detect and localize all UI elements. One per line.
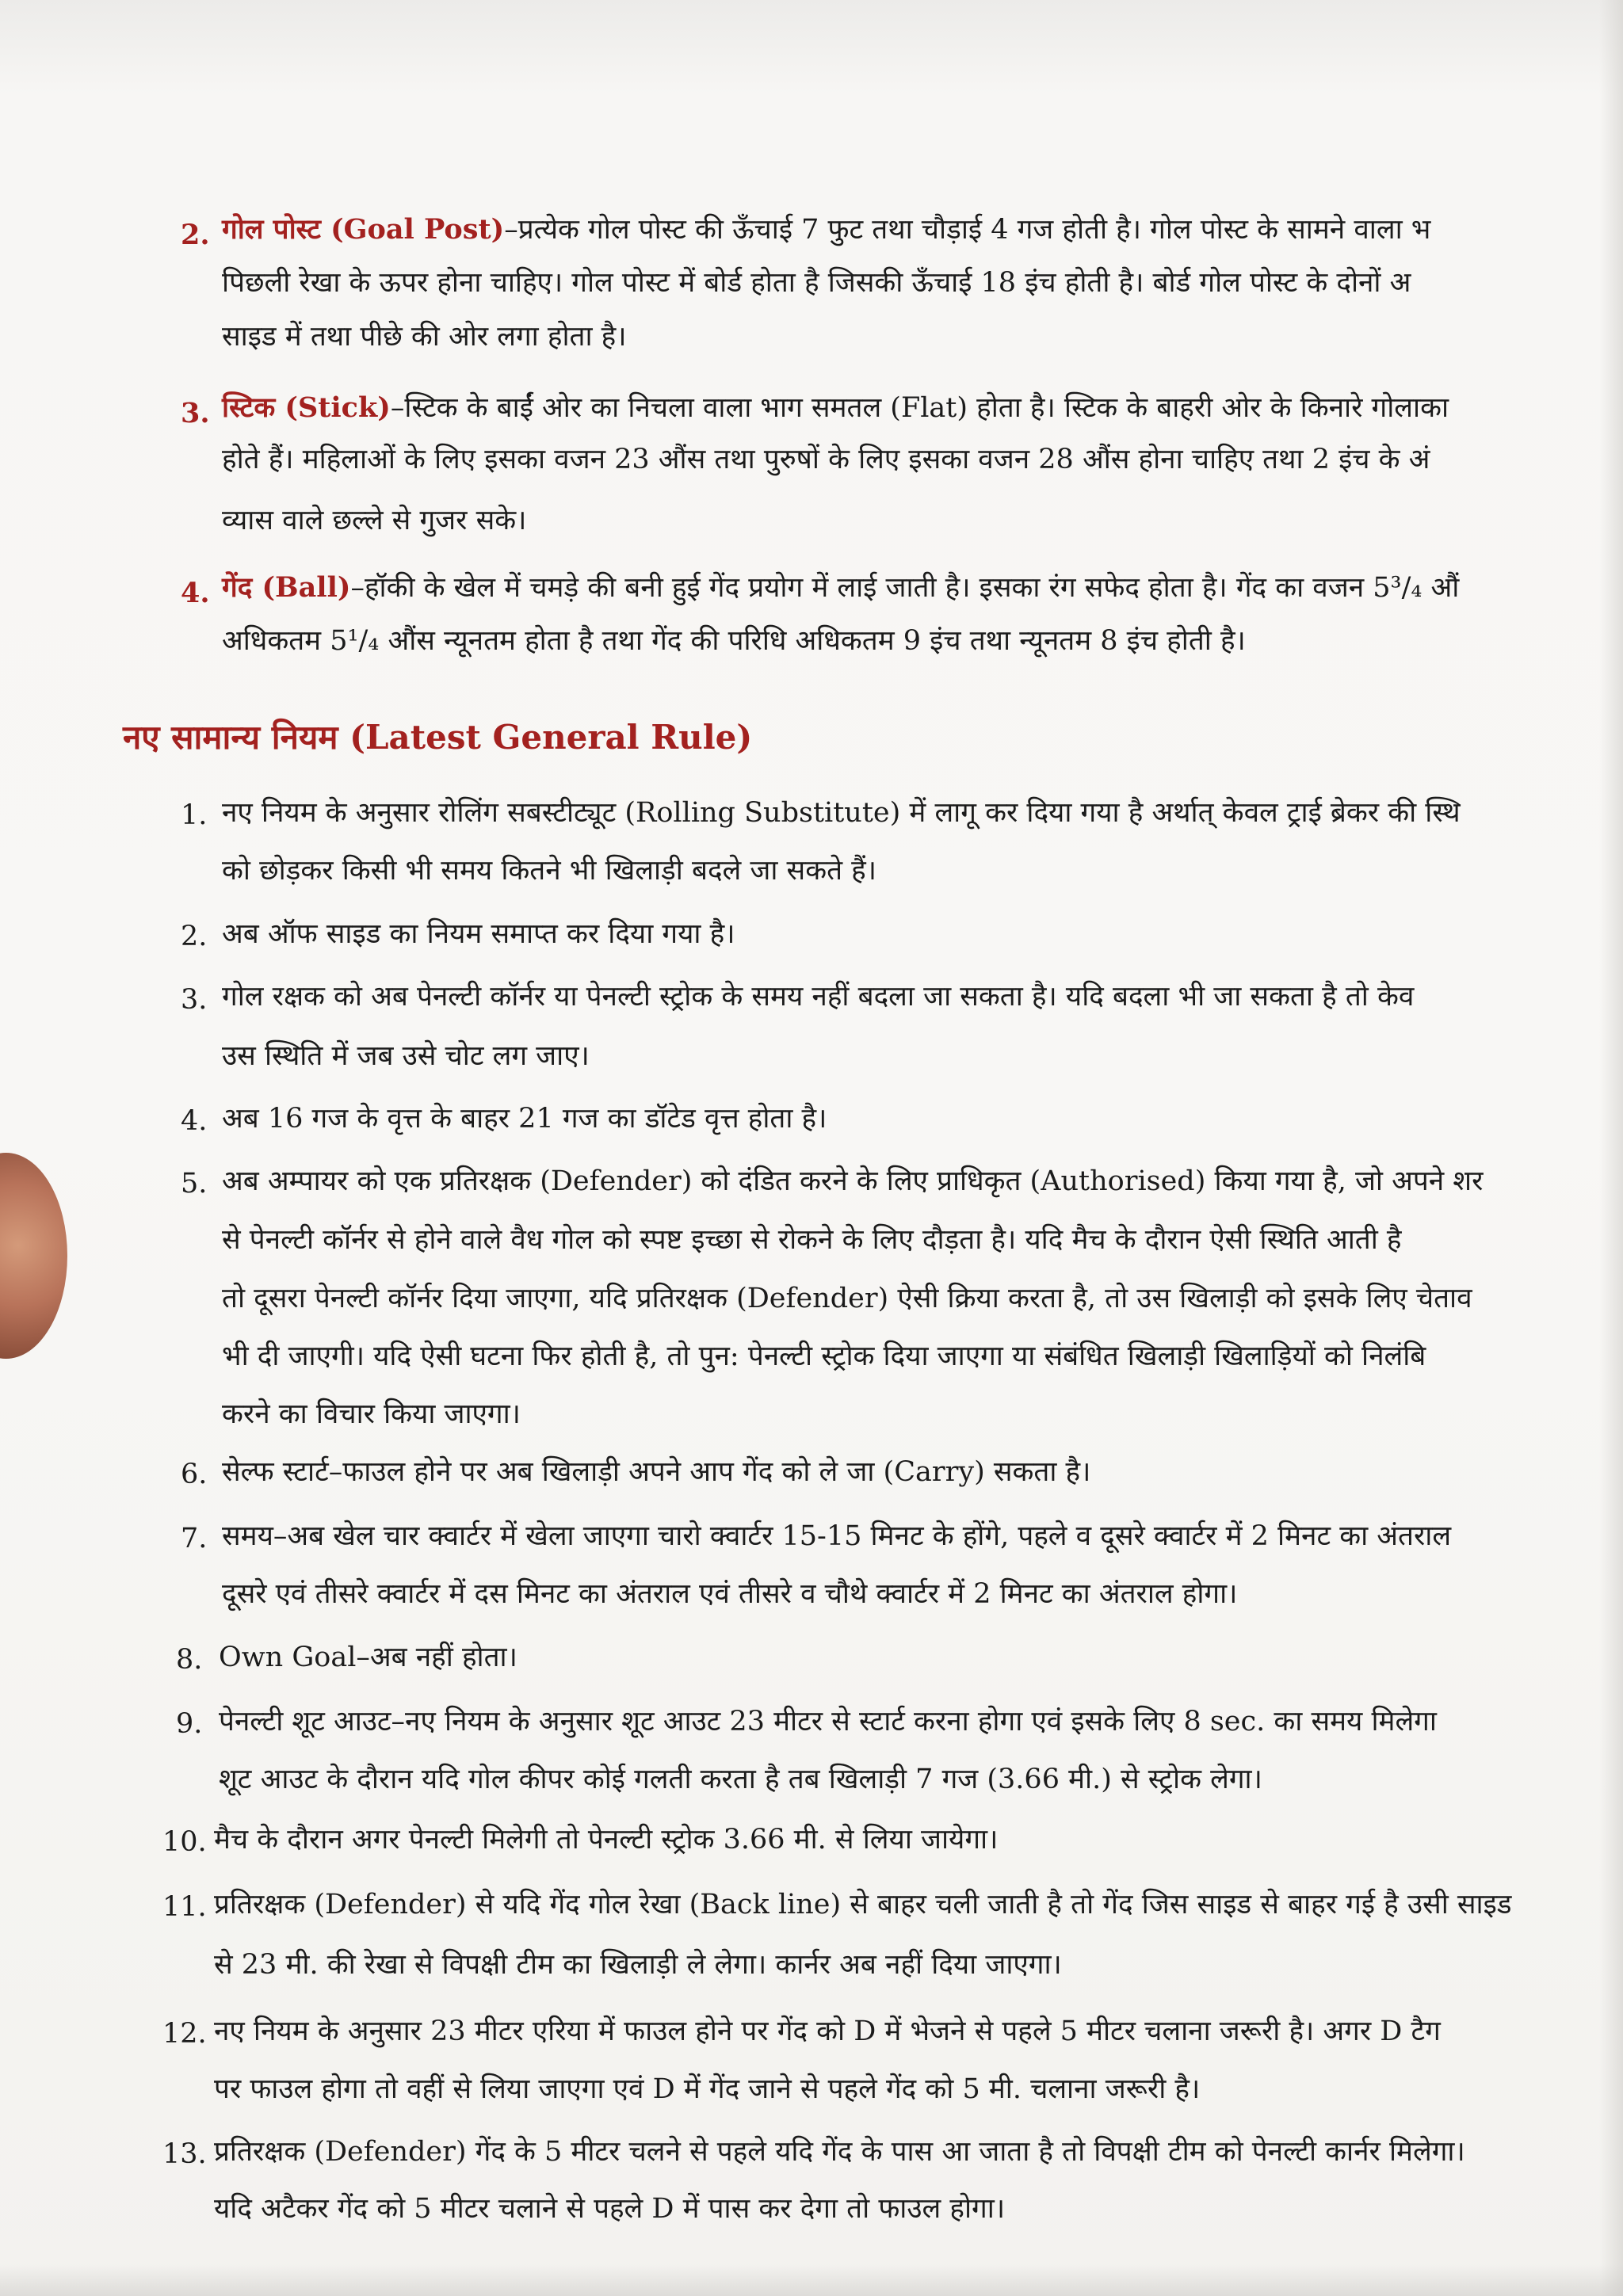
- item-line: पिछली रेखा के ऊपर होना चाहिए। गोल पोस्ट में बोर्ड होता है जिसकी ऊँचाई 18 इंच होती है। बोर्ड गोल पोस्ट के दोनों अ: [222, 267, 1411, 299]
- rule-line: नए नियम के अनुसार 23 मीटर एरिया में फाउल होने पर गेंद को D में भेजने से पहले 5 मीटर चलाना जरूरी है। अगर D टैग: [214, 2016, 1441, 2047]
- item-number: 4.: [181, 577, 210, 609]
- rule-line: अब ऑफ साइड का नियम समाप्त कर दिया गया है।: [222, 918, 735, 950]
- rule-line: यदि अटैकर गेंद को 5 मीटर चलाने से पहले D में पास कर देगा तो फाउल होगा।: [214, 2193, 1006, 2225]
- rule-number: 5.: [181, 1168, 208, 1199]
- rule-line: सेल्फ स्टार्ट–फाउल होने पर अब खिलाड़ी अपने आप गेंद को ले जा (Carry) सकता है।: [222, 1456, 1091, 1488]
- rule-line: अब अम्पायर को एक प्रतिरक्षक (Defender) को दंडित करने के लिए प्राधिकृत (Authorised) किया गया है, जो अपने शर: [222, 1165, 1484, 1197]
- rule-number: 12.: [162, 2018, 207, 2050]
- item-first-line: [222, 391, 1449, 425]
- item-line: –स्टिक के बाईं ओर का निचला वाला भाग समतल (Flat) होता है। स्टिक के बाहरी ओर के किनारे गोलाका: [390, 392, 1449, 424]
- rule-line: पर फाउल होगा तो वहीं से लिया जाएगा एवं D में गेंद जाने से पहले गेंद को 5 मी. चलाना जरूरी है।: [214, 2073, 1201, 2105]
- rule-line: अब 16 गज के वृत्त के बाहर 21 गज का डॉटेड वृत्त होता है।: [222, 1103, 827, 1135]
- item-number: 3.: [181, 397, 210, 429]
- item-line: –प्रत्येक गोल पोस्ट की ऊँचाई 7 फुट तथा चौड़ाई 4 गज होती है। गोल पोस्ट के सामने वाला भ: [504, 214, 1431, 246]
- rule-line: नए नियम के अनुसार रोलिंग सबस्टीट्यूट (Rolling Substitute) में लागू कर दिया गया है अर्थात् केवल ट्राई ब्रेकर की स्थि: [222, 797, 1461, 829]
- rule-line: मैच के दौरान अगर पेनल्टी मिलेगी तो पेनल्टी स्ट्रोक 3.66 मी. से लिया जायेगा।: [214, 1824, 999, 1855]
- rule-line: को छोड़कर किसी भी समय कितने भी खिलाड़ी बदले जा सकते हैं।: [222, 855, 877, 887]
- item-line: अधिकतम 5¹/₄ औंस न्यूनतम होता है तथा गेंद की परिधि अधिकतम 9 इंच तथा न्यूनतम 8 इंच होती है।: [222, 625, 1246, 657]
- item-term: स्टिक (Stick): [222, 391, 391, 424]
- rule-line: शूट आउट के दौरान यदि गोल कीपर कोई गलती करता है तब खिलाड़ी 7 गज (3.66 मी.) से स्ट्रोक लेगा।: [219, 1764, 1262, 1795]
- rule-number: 1.: [181, 799, 208, 831]
- rule-number: 13.: [162, 2138, 207, 2170]
- rule-number: 6.: [181, 1459, 208, 1490]
- rule-line: उस स्थिति में जब उसे चोट लग जाए।: [222, 1040, 590, 1072]
- rule-line: करने का विचार किया जाएगा।: [222, 1398, 521, 1430]
- rule-number: 9.: [176, 1708, 203, 1740]
- rule-number: 10.: [162, 1826, 207, 1858]
- rule-line: दूसरे एवं तीसरे क्वार्टर में दस मिनट का अंतराल एवं तीसरे व चौथे क्वार्टर में 2 मिनट का अंतराल होगा।: [222, 1578, 1238, 1610]
- rule-line: गोल रक्षक को अब पेनल्टी कॉर्नर या पेनल्टी स्ट्रोक के समय नहीं बदला जा सकता है। यदि बदला भी जा सकता है तो केव: [222, 981, 1415, 1013]
- item-line: साइड में तथा पीछे की ओर लगा होता है।: [222, 321, 627, 353]
- item-first-line: [222, 570, 1459, 605]
- rule-line: पेनल्टी शूट आउट–नए नियम के अनुसार शूट आउट 23 मीटर से स्टार्ट करना होगा एवं इसके लिए 8 sec. का समय मिलेगा: [219, 1706, 1437, 1737]
- rule-number: 2.: [181, 921, 208, 952]
- rule-line: तो दूसरा पेनल्टी कॉर्नर दिया जाएगा, यदि प्रतिरक्षक (Defender) ऐसी क्रिया करता है, तो उस खिलाड़ी को इसके लिए चेताव: [222, 1283, 1472, 1314]
- item-line: व्यास वाले छल्ले से गुजर सके।: [222, 505, 527, 536]
- rule-line: समय–अब खेल चार क्वार्टर में खेला जाएगा चारो क्वार्टर 15-15 मिनट के होंगे, पहले व दूसरे क्वार्टर में 2 मिनट का अंतराल: [222, 1520, 1452, 1552]
- rule-line: प्रतिरक्षक (Defender) गेंद के 5 मीटर चलने से पहले यदि गेंद के पास आ जाता है तो विपक्षी टीम को पेनल्टी कार्नर मिलेगा।: [214, 2136, 1465, 2168]
- rule-line: से पेनल्टी कॉर्नर से होने वाले वैध गोल को स्पष्ट इच्छा से रोकने के लिए दौड़ता है। यदि मैच के दौरान ऐसी स्थिति आती है: [222, 1224, 1402, 1256]
- rule-number: 3.: [181, 984, 208, 1016]
- rule-number: 4.: [181, 1105, 208, 1137]
- item-term: गेंद (Ball): [222, 571, 351, 604]
- item-line: होते हैं। महिलाओं के लिए इसका वजन 23 औंस तथा पुरुषों के लिए इसका वजन 28 औंस होना चाहिए तथा 2 इंच के अं: [222, 444, 1430, 475]
- rule-number: 11.: [162, 1891, 207, 1923]
- thumb-in-photo: [0, 1153, 67, 1359]
- rule-line: भी दी जाएगी। यदि ऐसी घटना फिर होती है, तो पुन: पेनल्टी स्ट्रोक दिया जाएगा या संबंधित खिलाड़ी खिलाड़ियों को निलंबि: [222, 1341, 1426, 1372]
- rule-number: 7.: [181, 1523, 208, 1554]
- rule-line: से 23 मी. की रेखा से विपक्षी टीम का खिलाड़ी ले लेगा। कार्नर अब नहीं दिया जाएगा।: [214, 1949, 1062, 1981]
- item-term: गोल पोस्ट (Goal Post): [222, 213, 505, 246]
- rule-number: 8.: [176, 1644, 203, 1676]
- page-bottom-edge: [0, 2264, 1623, 2296]
- rule-line: प्रतिरक्षक (Defender) से यदि गेंद गोल रेखा (Back line) से बाहर चली जाती है तो गेंद जिस साइड से बाहर गई है उसी साइड: [214, 1889, 1512, 1920]
- rule-line: Own Goal–अब नहीं होता।: [219, 1642, 517, 1673]
- section-heading: नए सामान्य नियम (Latest General Rule): [123, 718, 753, 757]
- item-number: 2.: [181, 219, 210, 251]
- page-edge-shadow: [1599, 0, 1623, 2296]
- item-line: –हॉकी के खेल में चमड़े की बनी हुई गेंद प्रयोग में लाई जाती है। इसका रंग सफेद होता है। गेंद का वजन 5³/₄ औं: [350, 572, 1460, 604]
- item-first-line: [222, 212, 1430, 247]
